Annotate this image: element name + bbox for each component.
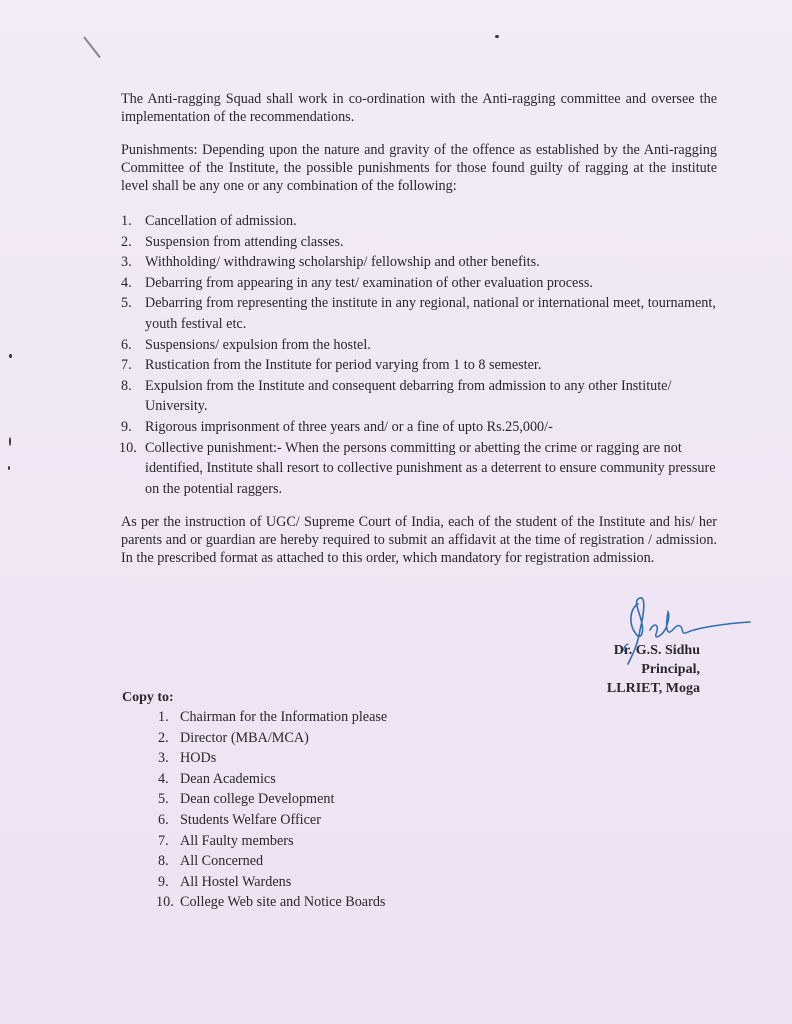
list-number: 7. bbox=[158, 832, 169, 849]
list-item bbox=[158, 872, 387, 893]
list-number: 10. bbox=[156, 894, 174, 911]
list-item-text: Dean college Development bbox=[180, 791, 335, 808]
list-item bbox=[158, 769, 387, 790]
list-item-text: Collective punishment:- When the persons committing or abetting the crime or ragging are not identified, Institute shall resort to collective punishment as a deterrent to ensure community pressure on the potential raggers. bbox=[145, 439, 716, 497]
list-item-text: HODs bbox=[180, 750, 217, 767]
list-item-text: Expulsion from the Institute and consequent debarring from admission to any other Institute/ University. bbox=[145, 377, 672, 415]
list-item-text: All Concerned bbox=[180, 853, 264, 870]
affidavit-paragraph: As per the instruction of UGC/ Supreme Court of India, each of the student of the Institute and his/ her parents and or guardian are hereby required to submit an affidavit at the time of registration / admission. In the prescribed format as attached to this order, which mandatory for registration admission. bbox=[121, 514, 717, 566]
list-item bbox=[121, 293, 721, 334]
list-item-text: Debarring from representing the institute in any regional, national or international meet, tournament, youth festival etc. bbox=[145, 295, 716, 332]
list-item-text: All Faulty members bbox=[180, 832, 294, 849]
list-item bbox=[158, 810, 387, 831]
list-item bbox=[158, 789, 387, 810]
list-number: 8. bbox=[121, 377, 132, 394]
list-number: 6. bbox=[121, 336, 132, 353]
signatory-name: Dr. G.S. Sidhu bbox=[613, 643, 700, 658]
staple-mark bbox=[83, 36, 101, 58]
list-item bbox=[158, 748, 387, 769]
list-number: 3. bbox=[121, 254, 132, 271]
list-item-text: Students Welfare Officer bbox=[180, 811, 321, 828]
list-item bbox=[121, 355, 721, 376]
ink-speck bbox=[8, 466, 10, 470]
list-item-text: Suspension from attending classes. bbox=[145, 233, 344, 250]
list-item bbox=[121, 252, 721, 273]
list-number: 8. bbox=[158, 853, 169, 870]
list-item bbox=[121, 376, 721, 417]
list-item bbox=[121, 211, 721, 232]
list-item bbox=[158, 707, 387, 728]
list-item bbox=[121, 273, 721, 294]
signatory-designation: Principal, bbox=[641, 662, 700, 677]
list-item bbox=[121, 417, 721, 438]
list-item-text: College Web site and Notice Boards bbox=[180, 894, 386, 911]
list-item bbox=[121, 438, 721, 500]
list-number: 1. bbox=[158, 709, 169, 725]
punishments-list bbox=[121, 211, 721, 499]
list-number: 2. bbox=[121, 233, 132, 250]
list-number: 2. bbox=[158, 729, 169, 746]
list-item-text: Cancellation of admission. bbox=[145, 213, 297, 229]
list-item-text: All Hostel Wardens bbox=[180, 873, 292, 890]
list-number: 6. bbox=[158, 811, 169, 828]
list-item-text: Chairman for the Information please bbox=[180, 709, 388, 725]
list-number: 10. bbox=[119, 439, 137, 456]
list-number: 5. bbox=[121, 295, 132, 312]
list-number: 7. bbox=[121, 357, 132, 374]
list-item-text: Suspensions/ expulsion from the hostel. bbox=[145, 336, 371, 353]
list-item-text: Debarring from appearing in any test/ examination of other evaluation process. bbox=[145, 274, 593, 291]
punishments-intro-paragraph: Punishments: Depending upon the nature and gravity of the offence as established by the Anti-ragging Committee of the Institute, the possible punishments for those found guilty of ragging at the institute level shall be any one or any combination of the following: bbox=[121, 142, 717, 194]
list-number: 5. bbox=[158, 791, 169, 808]
list-number: 4. bbox=[121, 274, 132, 291]
list-item bbox=[121, 335, 721, 356]
list-number: 4. bbox=[158, 770, 169, 787]
list-item-text: Dean Academics bbox=[180, 770, 276, 787]
list-number: 9. bbox=[158, 873, 169, 890]
squad-paragraph: The Anti-ragging Squad shall work in co-ordination with the Anti-ragging committee and oversee the implementation of the recommendations. bbox=[121, 91, 717, 125]
list-item bbox=[121, 232, 721, 253]
list-number: 9. bbox=[121, 418, 132, 435]
ink-speck bbox=[9, 354, 12, 358]
signatory-institute: LLRIET, Moga bbox=[606, 681, 700, 696]
list-item-text: Withholding/ withdrawing scholarship/ fellowship and other benefits. bbox=[145, 254, 540, 271]
list-item-text: Director (MBA/MCA) bbox=[180, 729, 309, 746]
list-item bbox=[158, 851, 387, 872]
list-item-text: Rustication from the Institute for period varying from 1 to 8 semester. bbox=[145, 357, 542, 374]
copy-to-heading: Copy to: bbox=[122, 690, 174, 705]
copy-to-list bbox=[158, 707, 387, 913]
signatory-block bbox=[607, 641, 700, 698]
ink-speck bbox=[495, 35, 499, 38]
ink-speck bbox=[9, 437, 11, 446]
list-number: 1. bbox=[121, 213, 132, 229]
list-item-text: Rigorous imprisonment of three years and/ or a fine of upto Rs.25,000/- bbox=[145, 418, 553, 435]
list-item bbox=[158, 892, 387, 913]
list-item bbox=[158, 728, 387, 749]
list-item bbox=[158, 831, 387, 852]
list-number: 3. bbox=[158, 750, 169, 767]
